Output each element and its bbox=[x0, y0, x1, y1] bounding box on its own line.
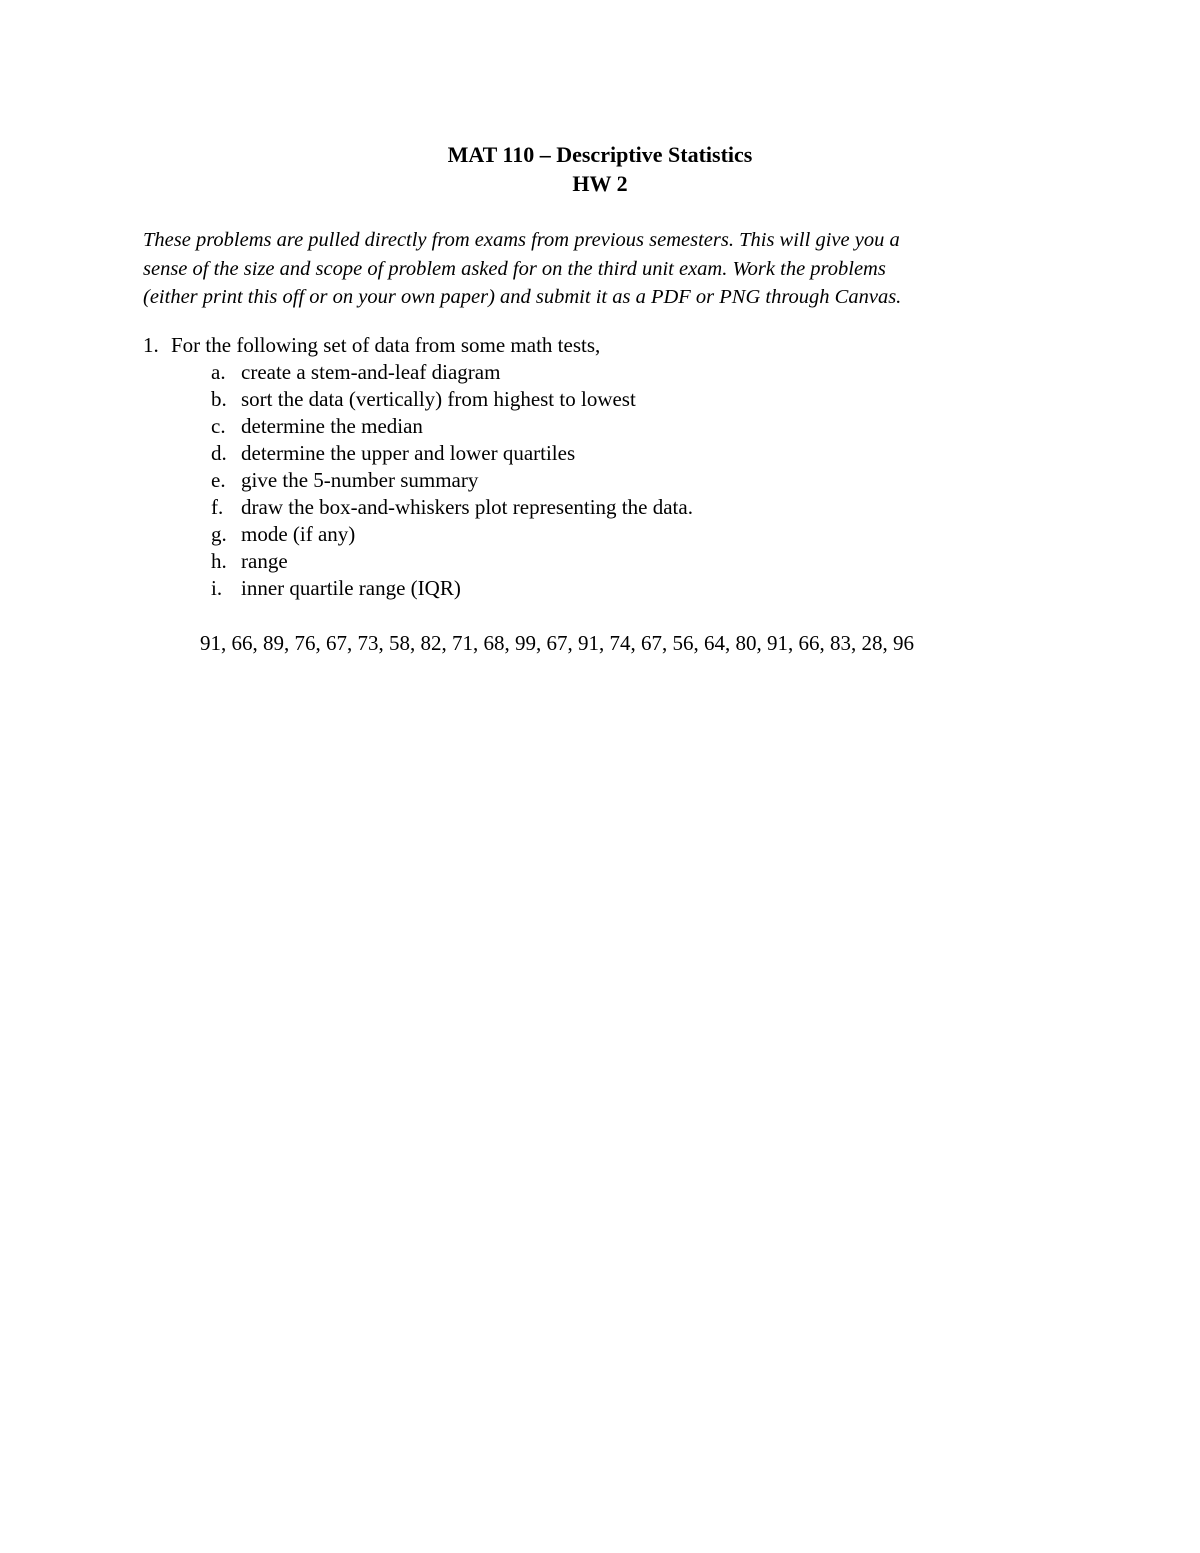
item-text: determine the median bbox=[241, 414, 423, 438]
question-1-subitems bbox=[211, 359, 693, 602]
question-text: For the following set of data from some math tests, bbox=[171, 333, 601, 357]
item-text: create a stem-and-leaf diagram bbox=[241, 360, 501, 384]
document-subtitle: HW 2 bbox=[572, 171, 628, 196]
item-letter: e. bbox=[211, 468, 226, 492]
list-item bbox=[211, 521, 693, 548]
list-item bbox=[211, 494, 693, 521]
document-title: MAT 110 – Descriptive Statistics bbox=[447, 142, 753, 167]
item-letter: f. bbox=[211, 495, 224, 519]
item-letter: c. bbox=[211, 414, 226, 438]
item-text: mode (if any) bbox=[241, 522, 356, 546]
list-item bbox=[211, 413, 693, 440]
item-text: determine the upper and lower quartiles bbox=[241, 441, 576, 465]
intro-line: These problems are pulled directly from exams from previous semesters. This will give you a bbox=[143, 229, 900, 251]
item-text: inner quartile range (IQR) bbox=[241, 576, 461, 600]
item-text: draw the box-and-whiskers plot representing the data. bbox=[241, 495, 693, 519]
item-letter: i. bbox=[211, 576, 223, 600]
item-letter: d. bbox=[211, 441, 227, 465]
item-text: sort the data (vertically) from highest to lowest bbox=[241, 387, 636, 411]
item-text: give the 5-number summary bbox=[241, 468, 479, 492]
list-item bbox=[211, 440, 693, 467]
item-text: range bbox=[241, 549, 288, 573]
list-item bbox=[211, 386, 693, 413]
question-1 bbox=[143, 332, 600, 359]
list-item bbox=[211, 575, 693, 602]
data-set: 91, 66, 89, 76, 67, 73, 58, 82, 71, 68, 99, 67, 91, 74, 67, 56, 64, 80, 91, 66, 83, 28, 96 bbox=[200, 631, 914, 655]
question-number: 1. bbox=[143, 333, 159, 357]
item-letter: g. bbox=[211, 522, 227, 546]
intro-line: (either print this off or on your own paper) and submit it as a PDF or PNG through Canvas. bbox=[143, 286, 902, 308]
list-item bbox=[211, 548, 693, 575]
item-letter: a. bbox=[211, 360, 226, 384]
item-letter: h. bbox=[211, 549, 227, 573]
item-letter: b. bbox=[211, 387, 227, 411]
intro-line: sense of the size and scope of problem asked for on the third unit exam. Work the problems bbox=[143, 257, 886, 280]
list-item bbox=[211, 359, 693, 386]
list-item bbox=[211, 467, 693, 494]
intro-paragraph bbox=[143, 226, 1063, 312]
